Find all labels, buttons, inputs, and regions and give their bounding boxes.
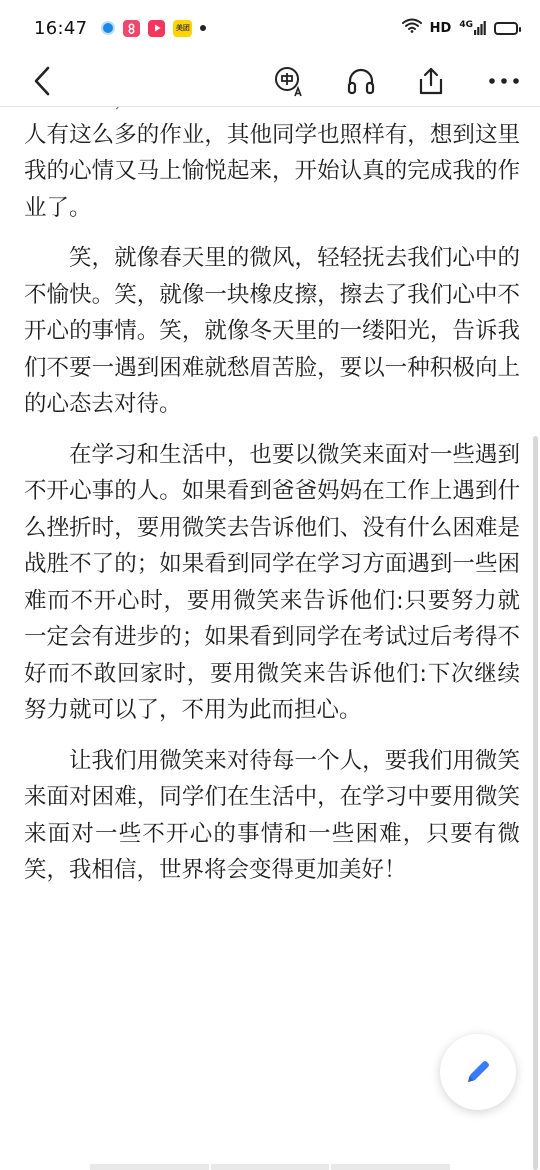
bottom-tab-segment bbox=[331, 1164, 450, 1170]
chevron-left-icon bbox=[31, 66, 53, 96]
video-app-icon bbox=[148, 20, 165, 37]
app-notification-icon bbox=[123, 20, 140, 37]
share-button[interactable] bbox=[411, 61, 451, 101]
toolbar-divider bbox=[0, 106, 540, 107]
share-icon bbox=[417, 66, 445, 96]
top-toolbar bbox=[0, 56, 540, 106]
status-right bbox=[402, 18, 518, 38]
status-time: 16:47 bbox=[34, 17, 88, 39]
battery-icon bbox=[494, 22, 518, 35]
translate-icon bbox=[273, 65, 305, 97]
app-notification-icon bbox=[101, 21, 115, 35]
listen-button[interactable] bbox=[341, 61, 381, 101]
wifi-icon bbox=[402, 18, 422, 38]
network-hd-label: HD bbox=[429, 20, 452, 36]
bottom-tab-segment bbox=[211, 1164, 330, 1170]
article-body bbox=[24, 80, 520, 960]
headphones-icon bbox=[346, 66, 376, 96]
bottom-tab-strip bbox=[90, 1164, 450, 1170]
back-button[interactable] bbox=[22, 61, 62, 101]
more-notifications-icon bbox=[200, 25, 206, 31]
bottom-tab-segment bbox=[90, 1164, 209, 1170]
more-button[interactable] bbox=[484, 61, 524, 101]
edit-fab-button[interactable] bbox=[440, 1034, 516, 1110]
article-paragraph: 人有这么多的作业，其他同学也照样有，想到这里我的心情又马上愉悦起来，开始认真的完成我的作业了。 bbox=[24, 121, 520, 221]
cellular-signal-icon bbox=[459, 21, 486, 35]
cellular-type-label: 4G bbox=[459, 20, 473, 30]
article-paragraph: 笑，就像春天里的微风，轻轻抚去我们心中的不愉快。笑，就像一块橡皮擦，擦去了我们心中不开心的事情。笑，就像冬天里的一缕阳光，告诉我们不要一遇到困难就愁眉苦脸，要以一种积极向上的心态去对待。 bbox=[24, 245, 520, 417]
meituan-app-icon: 美团 bbox=[173, 20, 192, 37]
article-paragraph: 在学习和生活中，也要以微笑来面对一些遇到不开心事的人。如果看到爸爸妈妈在工作上遇到什么挫折时，要用微笑去告诉他们、没有什么困难是战胜不了的；如果看到同学在学习方面遇到一些困难而不开心时，要用微笑来告诉他们:只要努力就一定会有进步的；如果看到同学在考试过后考得不好而不敢回家时，要用微笑来告诉他们:下次继续努力就可以了，不用为此而担心。 bbox=[24, 441, 520, 723]
status-bar bbox=[0, 0, 540, 56]
translate-button[interactable] bbox=[269, 61, 309, 101]
scrollbar[interactable] bbox=[533, 436, 538, 1170]
more-horizontal-icon bbox=[488, 77, 520, 85]
article-paragraph: 让我们用微笑来对待每一个人，要我们用微笑来面对困难，同学们在生活中，在学习中要用微笑来面对一些不开心的事情和一些困难，只要有微笑，我相信，世界将会变得更加美好！ bbox=[24, 747, 520, 883]
edit-pencil-icon bbox=[461, 1055, 495, 1089]
status-app-icons bbox=[101, 20, 206, 37]
